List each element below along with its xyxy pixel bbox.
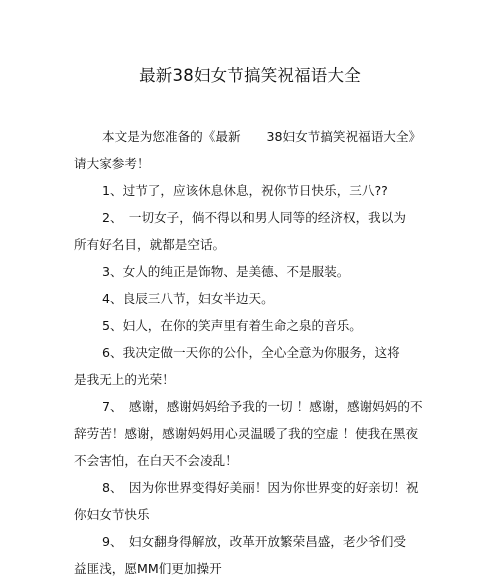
intro-line: 请大家参考！ xyxy=(74,156,150,171)
list-item-line: 9、 妇女翻身得解放，改革开放繁荣昌盛，老少爷们受 xyxy=(102,534,406,549)
list-item-line: 3、女人的纯正是饰物、是美德、不是服装。 xyxy=(102,264,350,279)
list-item-line: 7、 感谢，感谢妈妈给予我的一切 ！感谢，感谢妈妈的不 xyxy=(102,399,423,414)
list-item-line: 你妇女节快乐 xyxy=(74,507,150,522)
intro-text-a: 本文是为您准备的《最新 xyxy=(102,129,241,144)
intro-line xyxy=(102,128,421,146)
list-item-line: 辞劳苦！感谢，感谢妈妈用心灵温暖了我的空虚 ！使我在黑夜 xyxy=(74,426,419,441)
list-item-line: 4、良辰三八节，妇女半边天。 xyxy=(102,291,274,306)
list-item-line: 5、妇人，在你的笑声里有着生命之泉的音乐。 xyxy=(102,318,362,333)
list-item-line: 是我无上的光荣！ xyxy=(74,372,175,387)
list-item-line: 益匪浅，愿MM们更加操开 xyxy=(74,561,222,576)
intro-text-b: 38妇女节搞笑祝福语大全》 xyxy=(266,129,422,144)
list-item-line: 8、 因为你世界变得好美丽！因为你世界变的好亲切！祝 xyxy=(102,480,419,495)
document-title: 最新38妇女节搞笑祝福语大全 xyxy=(139,66,361,85)
list-item-line: 6、我决定做一天你的公仆，全心全意为你服务，这将 xyxy=(102,345,400,360)
list-item-line: 不会害怕，在白天不会凌乱！ xyxy=(74,453,238,468)
list-item-line: 2、 一切女子，倘不得以和男人同等的经济权，我以为 xyxy=(102,210,406,225)
list-item-line: 所有好名目，就都是空话。 xyxy=(74,237,226,252)
list-item-line: 1、过节了，应该休息休息，祝你节日快乐，三八?? xyxy=(102,183,388,198)
